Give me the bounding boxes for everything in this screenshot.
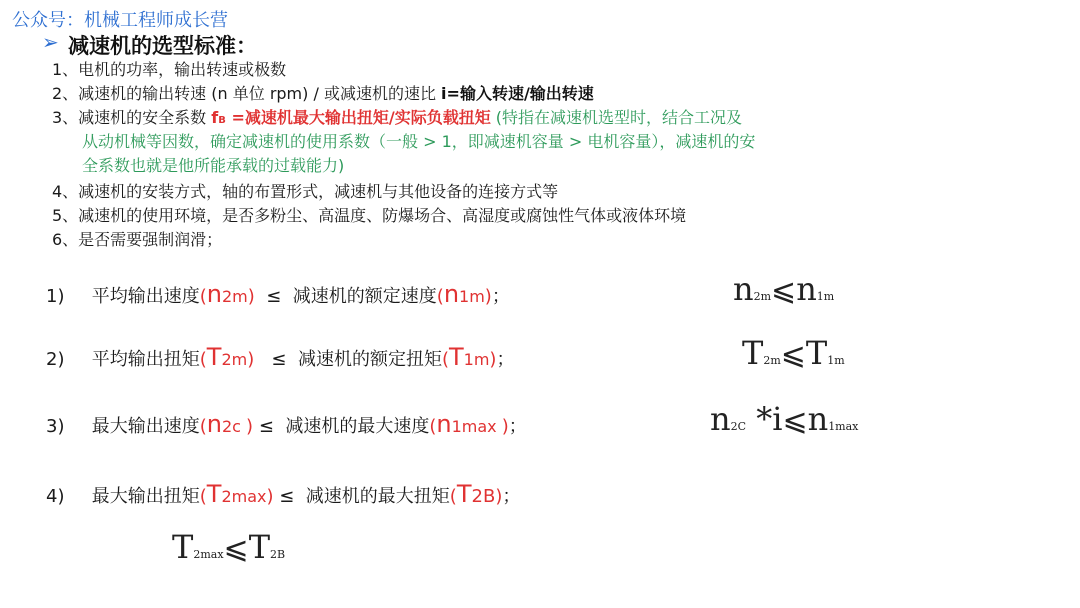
le-sign: ≤ <box>279 486 295 507</box>
account-header: 公众号：机械工程师成长营 <box>12 10 228 31</box>
standard-item-3-text: 3、减速机的安全系数 <box>52 108 212 127</box>
formula-left: n <box>733 270 754 308</box>
condition-right-text: 减速机的额定速度 <box>292 286 437 307</box>
symbol-main: T <box>206 480 222 508</box>
formula-relation: ⩽ <box>782 403 808 438</box>
symbol-sub: 2c <box>221 417 247 436</box>
safety-factor-note-line-2: 从动机械等因数，确定减速机的使用系数（一般 > 1，即减速机容量 > 电机容量），减速机的安 <box>82 132 756 151</box>
safety-factor-definition <box>211 108 490 127</box>
symbol-main: n <box>206 280 222 308</box>
symbol-main: T <box>448 343 464 371</box>
standard-item-2 <box>52 83 594 105</box>
symbol-main: n <box>443 280 460 308</box>
formula-1 <box>733 270 834 308</box>
le-sign: ≤ <box>266 286 282 307</box>
formula-left-sub: 2max <box>193 548 224 561</box>
page-title: 减速机的选型标准： <box>68 34 257 58</box>
condition-number: 2) <box>46 349 65 370</box>
formula-left: T <box>742 334 764 372</box>
formula-right-sub: 1m <box>827 354 845 367</box>
symbol-sub: 2B <box>471 486 496 507</box>
safety-factor-symbol: f <box>211 108 219 127</box>
condition-number: 4) <box>46 486 65 507</box>
formula-left-sub: 2m <box>753 290 772 303</box>
le-sign: ≤ <box>271 349 287 370</box>
condition-3: 3) 最大输出速度(n2c ) ≤ 减速机的最大速度(n1max )； <box>46 410 527 438</box>
symbol-sub: 2max <box>221 487 267 506</box>
formula-right: T <box>248 528 271 566</box>
condition-right-text: 减速机的最大速度 <box>285 416 430 437</box>
condition-right-text: 减速机的额定扭矩 <box>297 349 442 370</box>
standard-item-1: 1、电机的功率，输出转速或极数 <box>52 60 287 79</box>
condition-end: ； <box>491 286 510 307</box>
speed-ratio-formula: i=输入转速/输出转速 <box>441 84 594 103</box>
condition-left-text: 平均输出速度 <box>91 286 200 307</box>
standard-item-4: 4、减速机的安装方式，轴的布置形式，减速机与其他设备的连接方式等 <box>52 182 559 201</box>
symbol-main: T <box>206 343 222 371</box>
safety-factor-note-line-3: 全系数也就是他所能承载的过载能力) <box>82 156 345 175</box>
condition-left-text: 最大输出速度 <box>91 416 200 437</box>
condition-end: ； <box>496 349 515 370</box>
condition-end: ； <box>502 486 521 507</box>
symbol-sub: 2m <box>221 287 248 306</box>
standard-item-6: 6、是否需要强制润滑； <box>52 230 223 249</box>
formula-4 <box>172 528 285 566</box>
formula-2 <box>742 334 845 372</box>
condition-number: 3) <box>46 416 65 437</box>
formula-ratio-term: *i <box>746 400 783 438</box>
standard-item-5: 5、减速机的使用环境，是否多粉尘、高温度、防爆场合、高湿度或腐蚀性气体或液体环境 <box>52 206 687 225</box>
symbol-sub: 1max <box>451 417 502 436</box>
symbol-main: n <box>206 410 222 438</box>
symbol-sub: 1m <box>463 350 490 369</box>
condition-end: ； <box>508 416 527 437</box>
le-sign: ≤ <box>258 416 274 437</box>
symbol-main: T <box>456 480 472 508</box>
condition-left-text: 平均输出扭矩 <box>91 349 200 370</box>
formula-left: n <box>710 400 731 438</box>
formula-right: n <box>796 270 817 308</box>
formula-right-sub: 2B <box>270 548 286 561</box>
formula-left-sub: 2m <box>763 354 781 367</box>
condition-2: 2) 平均输出扭矩(T2m) ≤ 减速机的额定扭矩(T1m)； <box>46 343 515 371</box>
formula-relation: ⩽ <box>771 273 797 308</box>
condition-right-text: 减速机的最大扭矩 <box>305 486 450 507</box>
formula-left-sub: 2C <box>730 420 747 433</box>
safety-factor-formula: =减速机最大输出扭矩/实际负载扭矩 <box>225 108 491 127</box>
formula-right: n <box>807 400 829 438</box>
safety-factor-note: (特指在减速机选型时，结合工况及 <box>490 108 743 127</box>
formula-left: T <box>172 528 194 566</box>
formula-relation: ⩽ <box>780 337 806 372</box>
symbol-sub: 2m <box>221 350 248 369</box>
condition-number: 1) <box>46 286 65 307</box>
symbol-main: n <box>436 410 452 438</box>
formula-3 <box>710 400 858 438</box>
formula-right-sub: 1m <box>816 290 835 303</box>
arrow-right-icon: ➢ <box>42 30 59 54</box>
formula-relation: ⩽ <box>223 531 249 566</box>
formula-right: T <box>805 334 828 372</box>
condition-4: 4) 最大输出扭矩(T2max) ≤ 减速机的最大扭矩(T2B)； <box>46 480 521 508</box>
symbol-sub: 1m <box>459 287 485 306</box>
formula-right-sub: 1max <box>828 420 859 433</box>
standard-item-2-text: 2、减速机的输出转速 (n 单位 rpm) / 或减速机的速比 <box>52 84 442 103</box>
condition-1: 1) 平均输出速度(n2m) ≤ 减速机的额定速度(n1m)； <box>46 280 510 308</box>
standard-item-3 <box>52 107 742 132</box>
safety-factor-subscript: B <box>218 115 226 126</box>
condition-left-text: 最大输出扭矩 <box>91 486 200 507</box>
